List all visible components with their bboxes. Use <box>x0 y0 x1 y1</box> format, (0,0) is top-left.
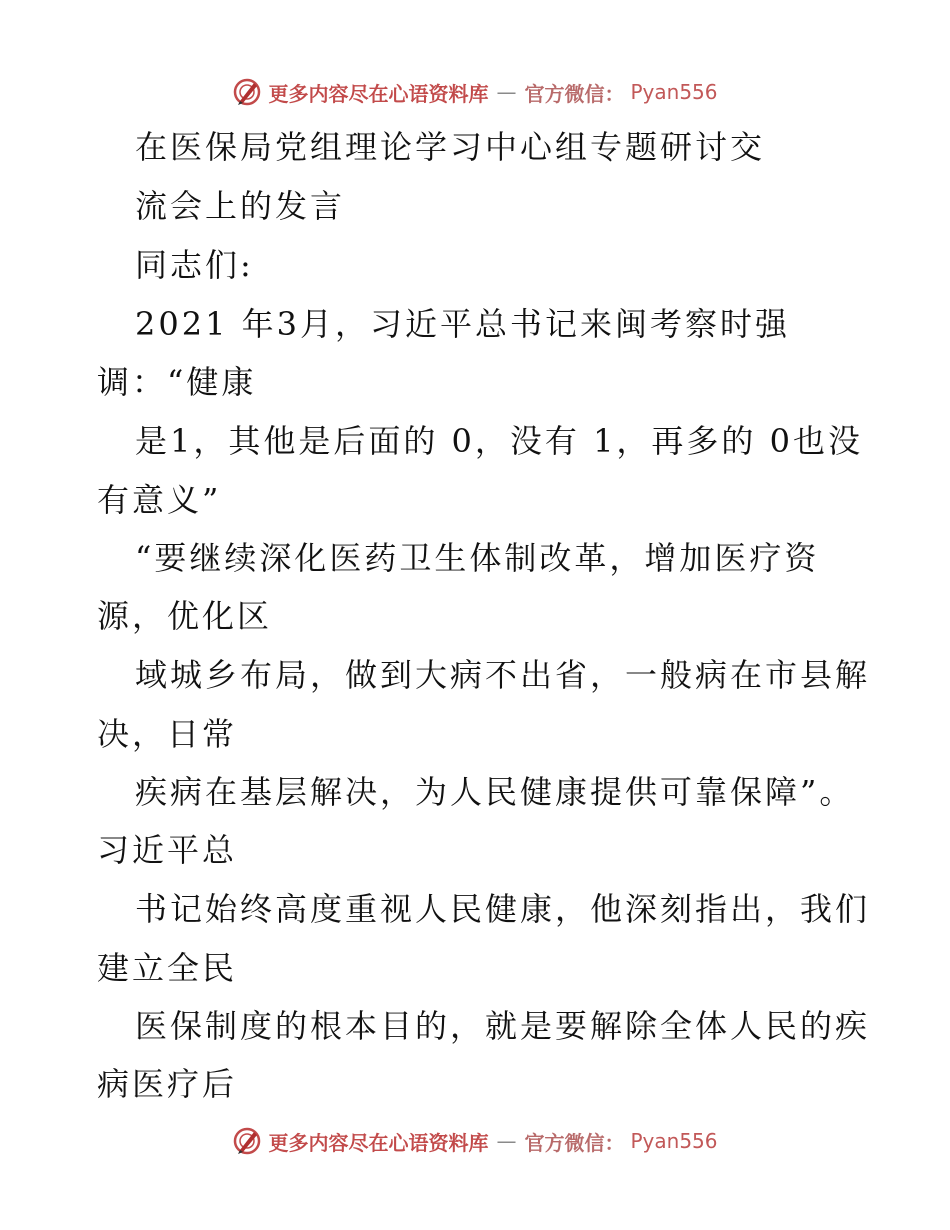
pen-logo-icon <box>232 1126 262 1156</box>
banner-separator: — <box>496 80 517 104</box>
paragraph-line: 决，日常 <box>97 715 238 753</box>
footer-banner <box>0 1121 950 1161</box>
paragraph-line: 2021 年3月，习近平总书记来闽考察时强 <box>135 305 790 343</box>
paragraph-line: 源，优化区 <box>97 597 273 635</box>
paragraph-line: 是1，其他是后面的 0，没有 1，再多的 0也没 <box>135 422 863 460</box>
paragraph-line: 书记始终高度重视人民健康，他深刻指出，我们 <box>135 890 871 928</box>
document-title-line-1: 在医保局党组理论学习中心组专题研讨交 <box>135 128 766 166</box>
banner-wechat-id: Pyan556 <box>630 1129 718 1153</box>
document-title-line-2: 流会上的发言 <box>135 187 346 225</box>
banner-content <box>232 1126 717 1156</box>
banner-separator: — <box>496 1129 517 1153</box>
paragraph-line: 调：“健康 <box>97 363 257 401</box>
banner-wechat-label: 官方微信： <box>524 81 625 106</box>
paragraph-line: 疾病在基层解决，为人民健康提供可靠保障”。 <box>135 773 855 811</box>
banner-wechat-id: Pyan556 <box>630 80 718 104</box>
banner-wechat-label: 官方微信： <box>524 1130 625 1155</box>
paragraph-line: 习近平总 <box>97 831 238 869</box>
paragraph-line: “要继续深化医药卫生体制改革，增加医疗资 <box>135 539 820 577</box>
paragraph-line: 建立全民 <box>97 949 238 987</box>
pen-logo-icon <box>232 77 262 107</box>
paragraph-line: 域城乡布局，做到大病不出省，一般病在市县解 <box>135 656 871 694</box>
paragraph-line: 医保制度的根本目的，就是要解除全体人民的疾 <box>135 1007 871 1045</box>
paragraph-line: 有意义” <box>97 481 222 519</box>
banner-content <box>232 77 717 107</box>
salutation: 同志们: <box>135 246 254 284</box>
paragraph-line: 病医疗后 <box>97 1065 238 1103</box>
banner-slogan: 更多内容尽在心语资料库 <box>268 81 489 106</box>
header-banner <box>0 72 950 112</box>
banner-slogan: 更多内容尽在心语资料库 <box>268 1130 489 1155</box>
